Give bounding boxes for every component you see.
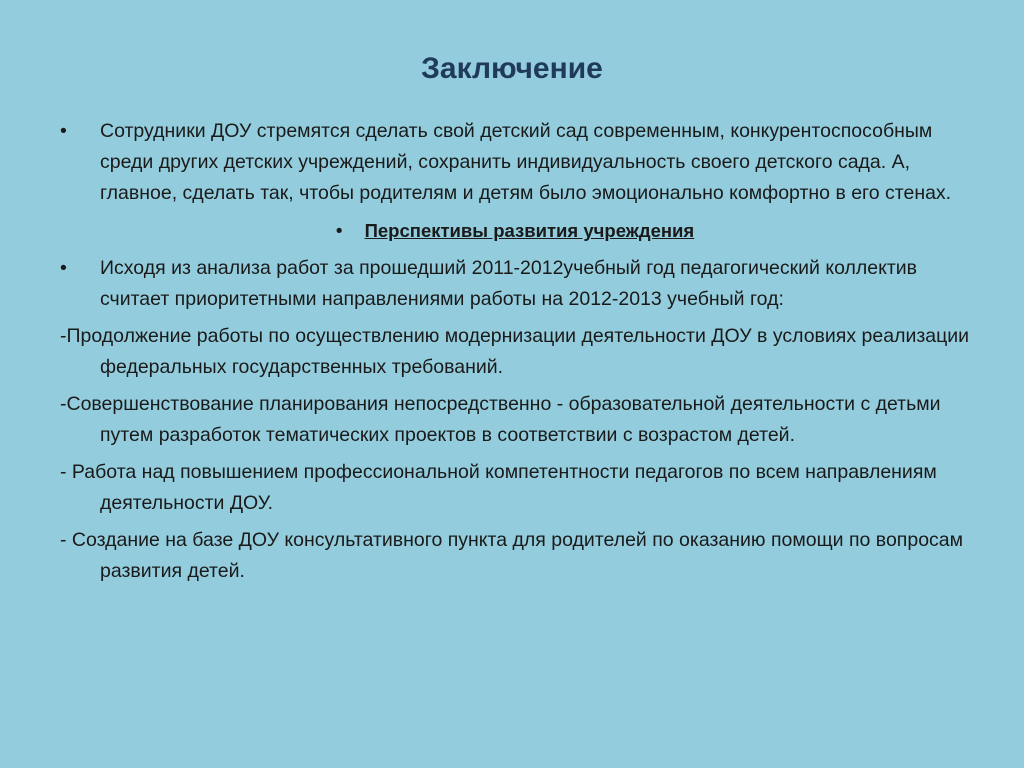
bullet-text: Исходя из анализа работ за прошедший 2011-2012учебный год педагогический коллектив считает приоритетными направлениями работы на 2012-2013 учебный год:: [100, 257, 918, 310]
slide-title: Заключение: [421, 52, 603, 85]
dash-item-planning: -Совершенствование планирования непосредственно - образовательной деятельности с детьми путем разработок тематических проектов в соответствии с возрастом детей.: [60, 393, 941, 446]
bullet-marker: •: [60, 257, 67, 279]
section-heading: [60, 215, 970, 247]
bullet-text: Сотрудники ДОУ стремятся сделать свой детский сад современным, конкурентоспособным среди других детских учреждений, сохранить индивидуальность своего детского сада. А, главное, сделать так, чтобы родителям и детям было эмоционально комфортно в его стенах.: [100, 120, 952, 204]
dash-item-consulting: - Создание на базе ДОУ консультативного пункта для родителей по оказанию помощи по вопросам развития детей.: [60, 529, 964, 582]
bullet-item-analysis: [60, 253, 970, 315]
dash-item-competence: - Работа над повышением профессиональной компетентности педагогов по всем направлениям деятельности ДОУ.: [60, 461, 937, 514]
bullet-marker: •: [60, 120, 67, 142]
slide-content: [60, 116, 970, 593]
section-heading-text: Перспективы развития учреждения: [364, 220, 695, 241]
bullet-marker: •: [335, 220, 343, 242]
bullet-item-mission: [60, 116, 970, 209]
dash-item-modernization: -Продолжение работы по осуществлению модернизации деятельности ДОУ в условиях реализации федеральных государственных требований.: [60, 325, 970, 378]
